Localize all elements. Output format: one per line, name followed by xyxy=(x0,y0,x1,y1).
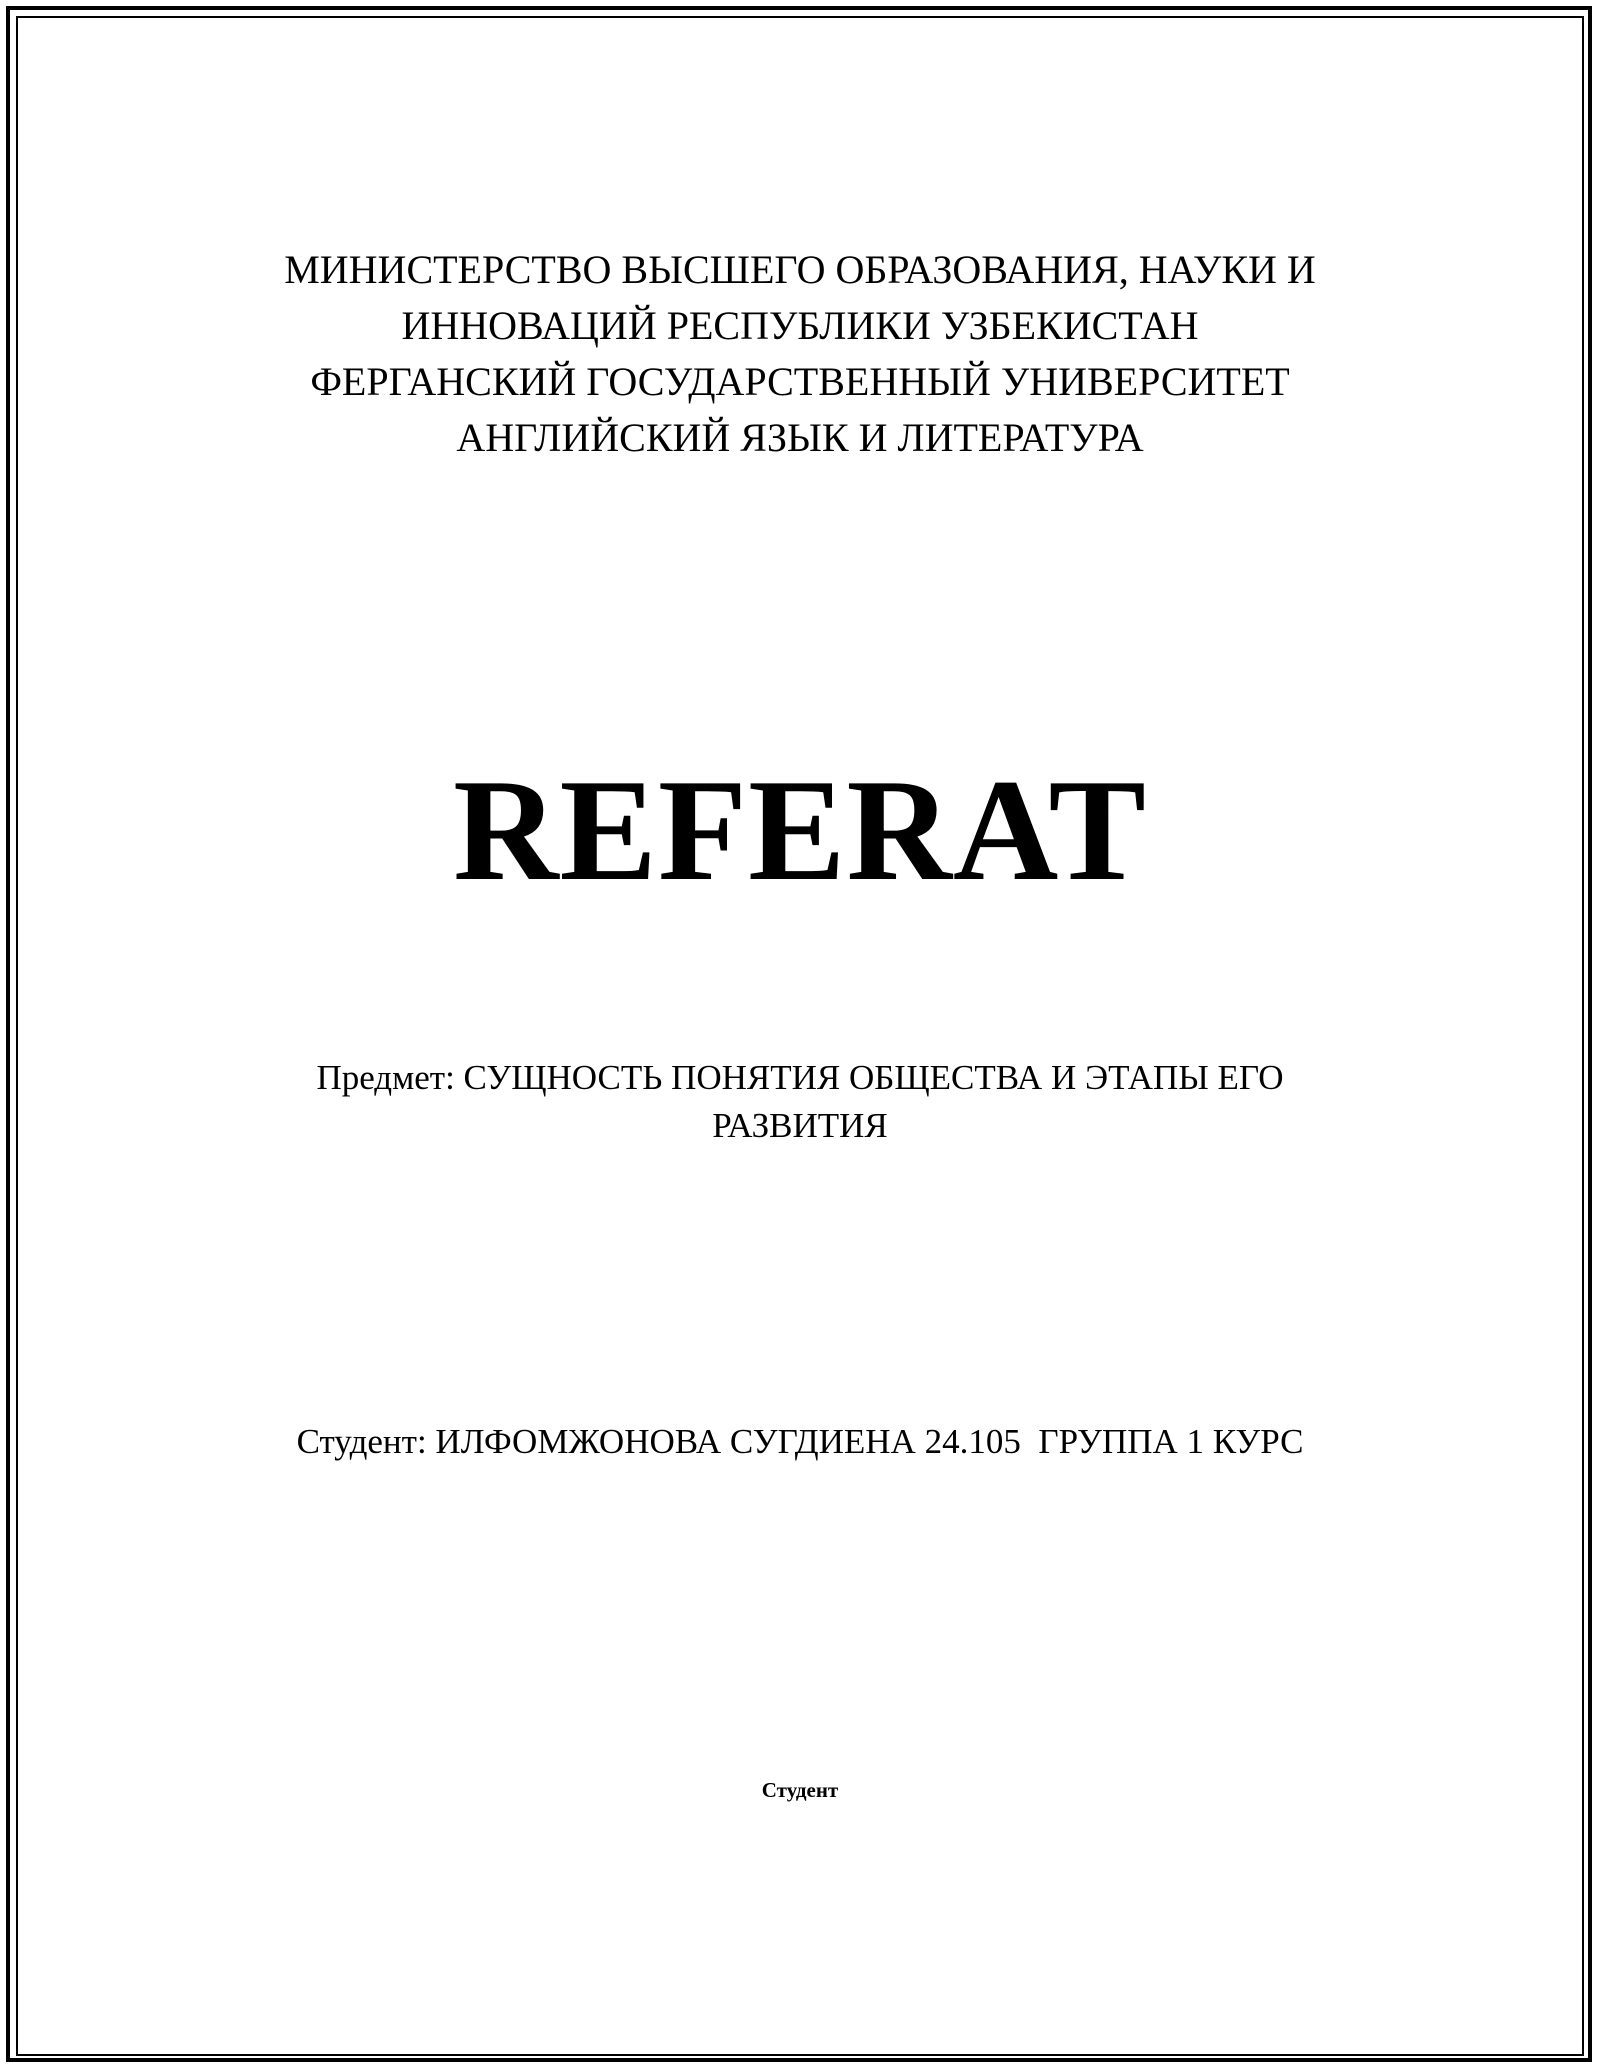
document-title: REFERAT xyxy=(453,749,1147,911)
subject-block xyxy=(0,1054,1600,1150)
header-line-republic: ИННОВАЦИЙ РЕСПУБЛИКИ УЗБЕКИСТАН xyxy=(401,303,1199,348)
header-line-department: АНГЛИЙСКИЙ ЯЗЫК И ЛИТЕРАТУРА xyxy=(456,415,1144,460)
institution-header xyxy=(0,242,1600,466)
subject-line-2: РАЗВИТИЯ xyxy=(712,1106,888,1145)
student-footer-label: Студент xyxy=(761,1778,839,1802)
subject-line-1: Предмет: СУЩНОСТЬ ПОНЯТИЯ ОБЩЕСТВА И ЭТАПЫ ЕГО xyxy=(316,1058,1284,1097)
header-line-university: ФЕРГАНСКИЙ ГОСУДАРСТВЕННЫЙ УНИВЕРСИТЕТ xyxy=(310,359,1290,404)
header-line-ministry: МИНИСТЕРСТВО ВЫСШЕГО ОБРАЗОВАНИЯ, НАУКИ И xyxy=(284,247,1316,292)
student-info: Студент: ИЛФОМЖОНОВА СУГДИЕНА 24.105 ГРУППА 1 КУРС xyxy=(296,1422,1304,1461)
